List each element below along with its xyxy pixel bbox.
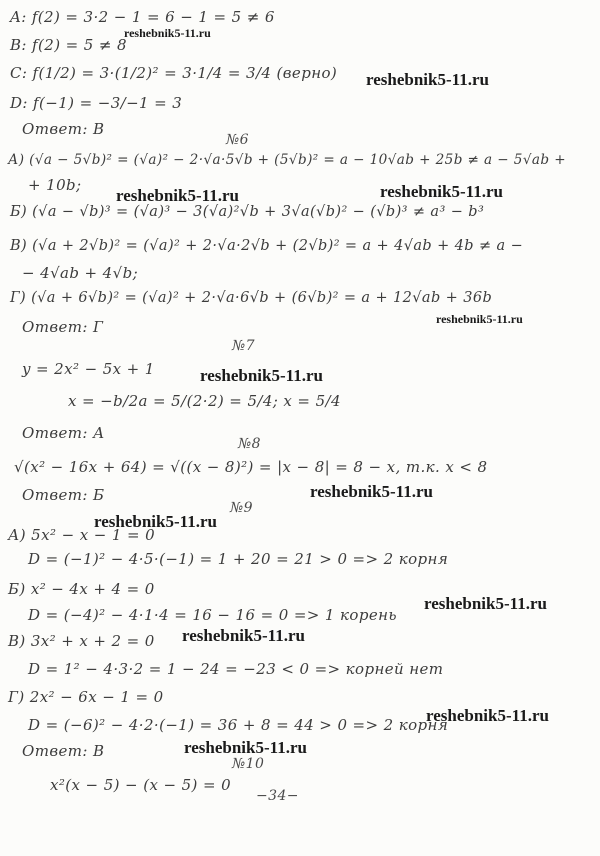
line-10-equation: x²(x − 5) − (x − 5) = 0 xyxy=(50,776,232,794)
watermark: reshebnik5-11.ru xyxy=(424,594,547,613)
line-6v: В) (√a + 2√b)² = (√a)² + 2·√a·2√b + (2√b)² = a + 4√ab + 4b ≠ a − xyxy=(10,238,524,254)
page-number: −34− xyxy=(256,788,299,804)
task-number-9: №9 xyxy=(230,500,253,516)
line-d-f-minus1: D: f(−1) = −3/−1 = 3 xyxy=(10,94,183,112)
answer-7: Ответ: А xyxy=(22,424,105,442)
task-number-6: №6 xyxy=(226,132,249,148)
line-9v-d: D = 1² − 4·3·2 = 1 − 24 = −23 < 0 => корней нет xyxy=(28,660,444,678)
line-9b-d: D = (−4)² − 4·1·4 = 16 − 16 = 0 => 1 корень xyxy=(28,606,397,624)
watermark: reshebnik5-11.ru xyxy=(182,626,305,645)
line-9a-d: D = (−1)² − 4·5·(−1) = 1 + 20 = 21 > 0 => 2 корня xyxy=(28,550,449,568)
watermark: reshebnik5-11.ru xyxy=(380,182,503,201)
task-number-8: №8 xyxy=(238,436,261,452)
line-b-f2: B: f(2) = 5 ≠ 8 xyxy=(10,36,127,54)
line-6v-cont: − 4√ab + 4√b; xyxy=(22,264,139,282)
watermark: reshebnik5-11.ru xyxy=(124,26,211,40)
watermark: reshebnik5-11.ru xyxy=(366,70,489,89)
line-6b: Б) (√a − √b)³ = (√a)³ − 3(√a)²√b + 3√a(√b)² − (√b)³ ≠ a³ − b³ xyxy=(10,204,485,220)
line-6g: Г) (√a + 6√b)² = (√a)² + 2·√a·6√b + (6√b)² = a + 12√ab + 36b xyxy=(10,290,493,306)
answer-5: Ответ: В xyxy=(22,120,105,138)
line-6a-cont: + 10b; xyxy=(28,176,82,194)
watermark: reshebnik5-11.ru xyxy=(200,366,323,385)
watermark: reshebnik5-11.ru xyxy=(426,706,549,725)
task-number-7: №7 xyxy=(232,338,255,354)
answer-6: Ответ: Г xyxy=(22,318,104,336)
watermark: reshebnik5-11.ru xyxy=(436,312,523,326)
line-7-vertex: x = −b/2a = 5/(2·2) = 5/4; x = 5/4 xyxy=(68,392,341,410)
line-9b: Б) x² − 4x + 4 = 0 xyxy=(8,580,155,598)
line-9a: А) 5x² − x − 1 = 0 xyxy=(8,526,156,544)
line-8-root: √(x² − 16x + 64) = √((x − 8)²) = |x − 8| = 8 − x, т.к. x < 8 xyxy=(14,458,488,476)
watermark: reshebnik5-11.ru xyxy=(184,738,307,757)
line-9g: Г) 2x² − 6x − 1 = 0 xyxy=(8,688,164,706)
line-9g-d: D = (−6)² − 4·2·(−1) = 36 + 8 = 44 > 0 => 2 корня xyxy=(28,716,449,734)
answer-9: Ответ: В xyxy=(22,742,105,760)
task-number-10: №10 xyxy=(232,756,265,772)
answer-8: Ответ: Б xyxy=(22,486,105,504)
line-a-f2: A: f(2) = 3·2 − 1 = 6 − 1 = 5 ≠ 6 xyxy=(10,8,275,26)
watermark: reshebnik5-11.ru xyxy=(94,512,217,531)
line-7-function: y = 2x² − 5x + 1 xyxy=(22,360,155,378)
line-c-f-half: C: f(1/2) = 3·(1/2)² = 3·1/4 = 3/4 (верно) xyxy=(10,64,338,82)
watermark: reshebnik5-11.ru xyxy=(310,482,433,501)
line-9v: В) 3x² + x + 2 = 0 xyxy=(8,632,155,650)
watermark: reshebnik5-11.ru xyxy=(116,186,239,205)
line-6a: А) (√a − 5√b)² = (√a)² − 2·√a·5√b + (5√b)² = a − 10√ab + 25b ≠ a − 5√ab + xyxy=(8,152,567,168)
